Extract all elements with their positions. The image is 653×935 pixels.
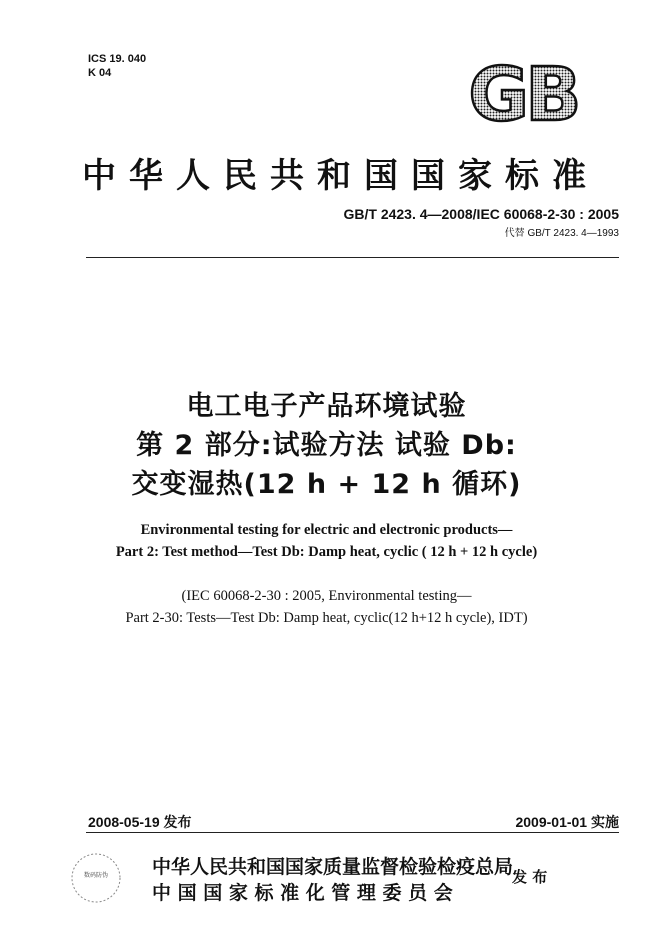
- title-en-line2: Part 2: Test method—Test Db: Damp heat, cyclic ( 12 h + 12 h cycle): [115, 544, 538, 560]
- issuer-line1: 中华人民共和国国家质量监督检验检疫总局: [152, 856, 514, 878]
- bottom-divider: [86, 832, 619, 833]
- gb-logo-text: GB: [468, 60, 578, 128]
- ics-number: ICS 19. 040: [88, 53, 147, 65]
- ics-code: [88, 52, 146, 80]
- effective-date: 2009-01-01 实施: [515, 814, 619, 830]
- title-en-line1: Environmental testing for electric and electronic products—: [140, 522, 513, 538]
- publish-date: 2008-05-19 发布: [88, 814, 192, 830]
- title-cn-line1: 电工电子产品环境试验: [186, 391, 467, 422]
- ccs-number: K 04: [88, 67, 112, 79]
- publish-label: 发 布: [512, 868, 548, 886]
- replaces-standard: 代替 GB/T 2423. 4—1993: [504, 228, 619, 239]
- title-cn-line3: 交变湿热(12 h + 12 h 循环): [131, 469, 522, 500]
- seal-text: 数码防伪: [83, 873, 108, 879]
- title-cn-line2: 第 2 部分:试验方法 试验 Db:: [136, 430, 517, 461]
- top-divider: [86, 257, 619, 258]
- iec-reference-line1: (IEC 60068-2-30 : 2005, Environmental testing—: [181, 588, 472, 604]
- national-standard-heading: 中华人民共和国国家标准: [82, 156, 599, 196]
- standard-number: GB/T 2423. 4—2008/IEC 60068-2-30 : 2005: [343, 206, 619, 222]
- issuer-line2: 中 国 国 家 标 准 化 管 理 委 员 会: [152, 882, 453, 904]
- gb-logo: [459, 60, 587, 128]
- iec-reference-line2: Part 2-30: Tests—Test Db: Damp heat, cyclic(12 h+12 h cycle), IDT): [125, 610, 528, 626]
